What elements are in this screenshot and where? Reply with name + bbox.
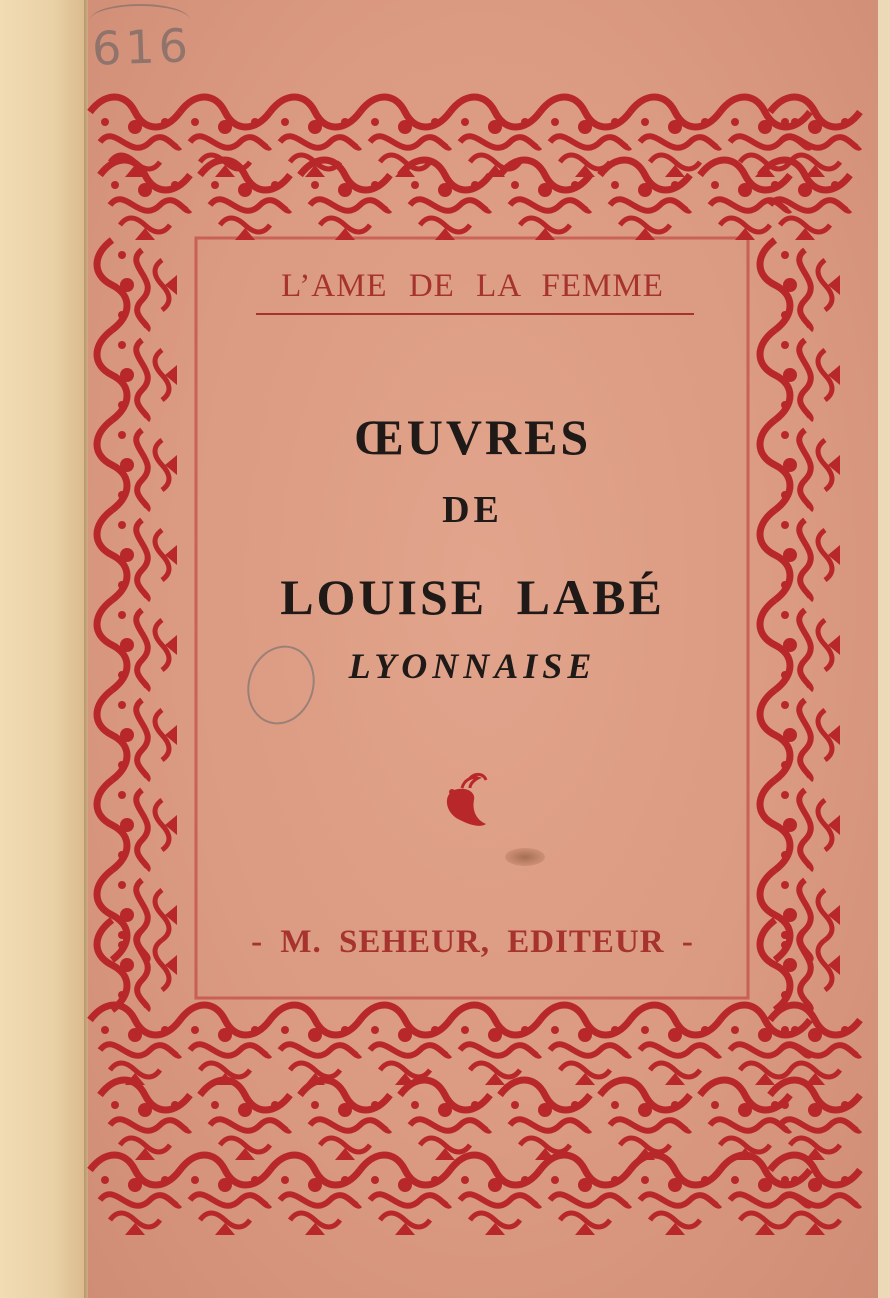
paper-stain xyxy=(505,848,545,866)
pencil-shelfmark: 616 xyxy=(91,18,193,76)
series-underline xyxy=(256,313,694,315)
series-title: L’AME DE LA FEMME xyxy=(281,268,664,304)
publisher-imprint: - M. SEHEUR, EDITEUR - xyxy=(251,924,694,960)
title-de: DE xyxy=(442,489,503,531)
fleuron-icon xyxy=(440,770,496,832)
subtitle: LYONNAISE xyxy=(348,646,597,686)
author-name: LOUISE LABÉ xyxy=(280,569,665,625)
title-works: ŒUVRES xyxy=(353,409,592,465)
